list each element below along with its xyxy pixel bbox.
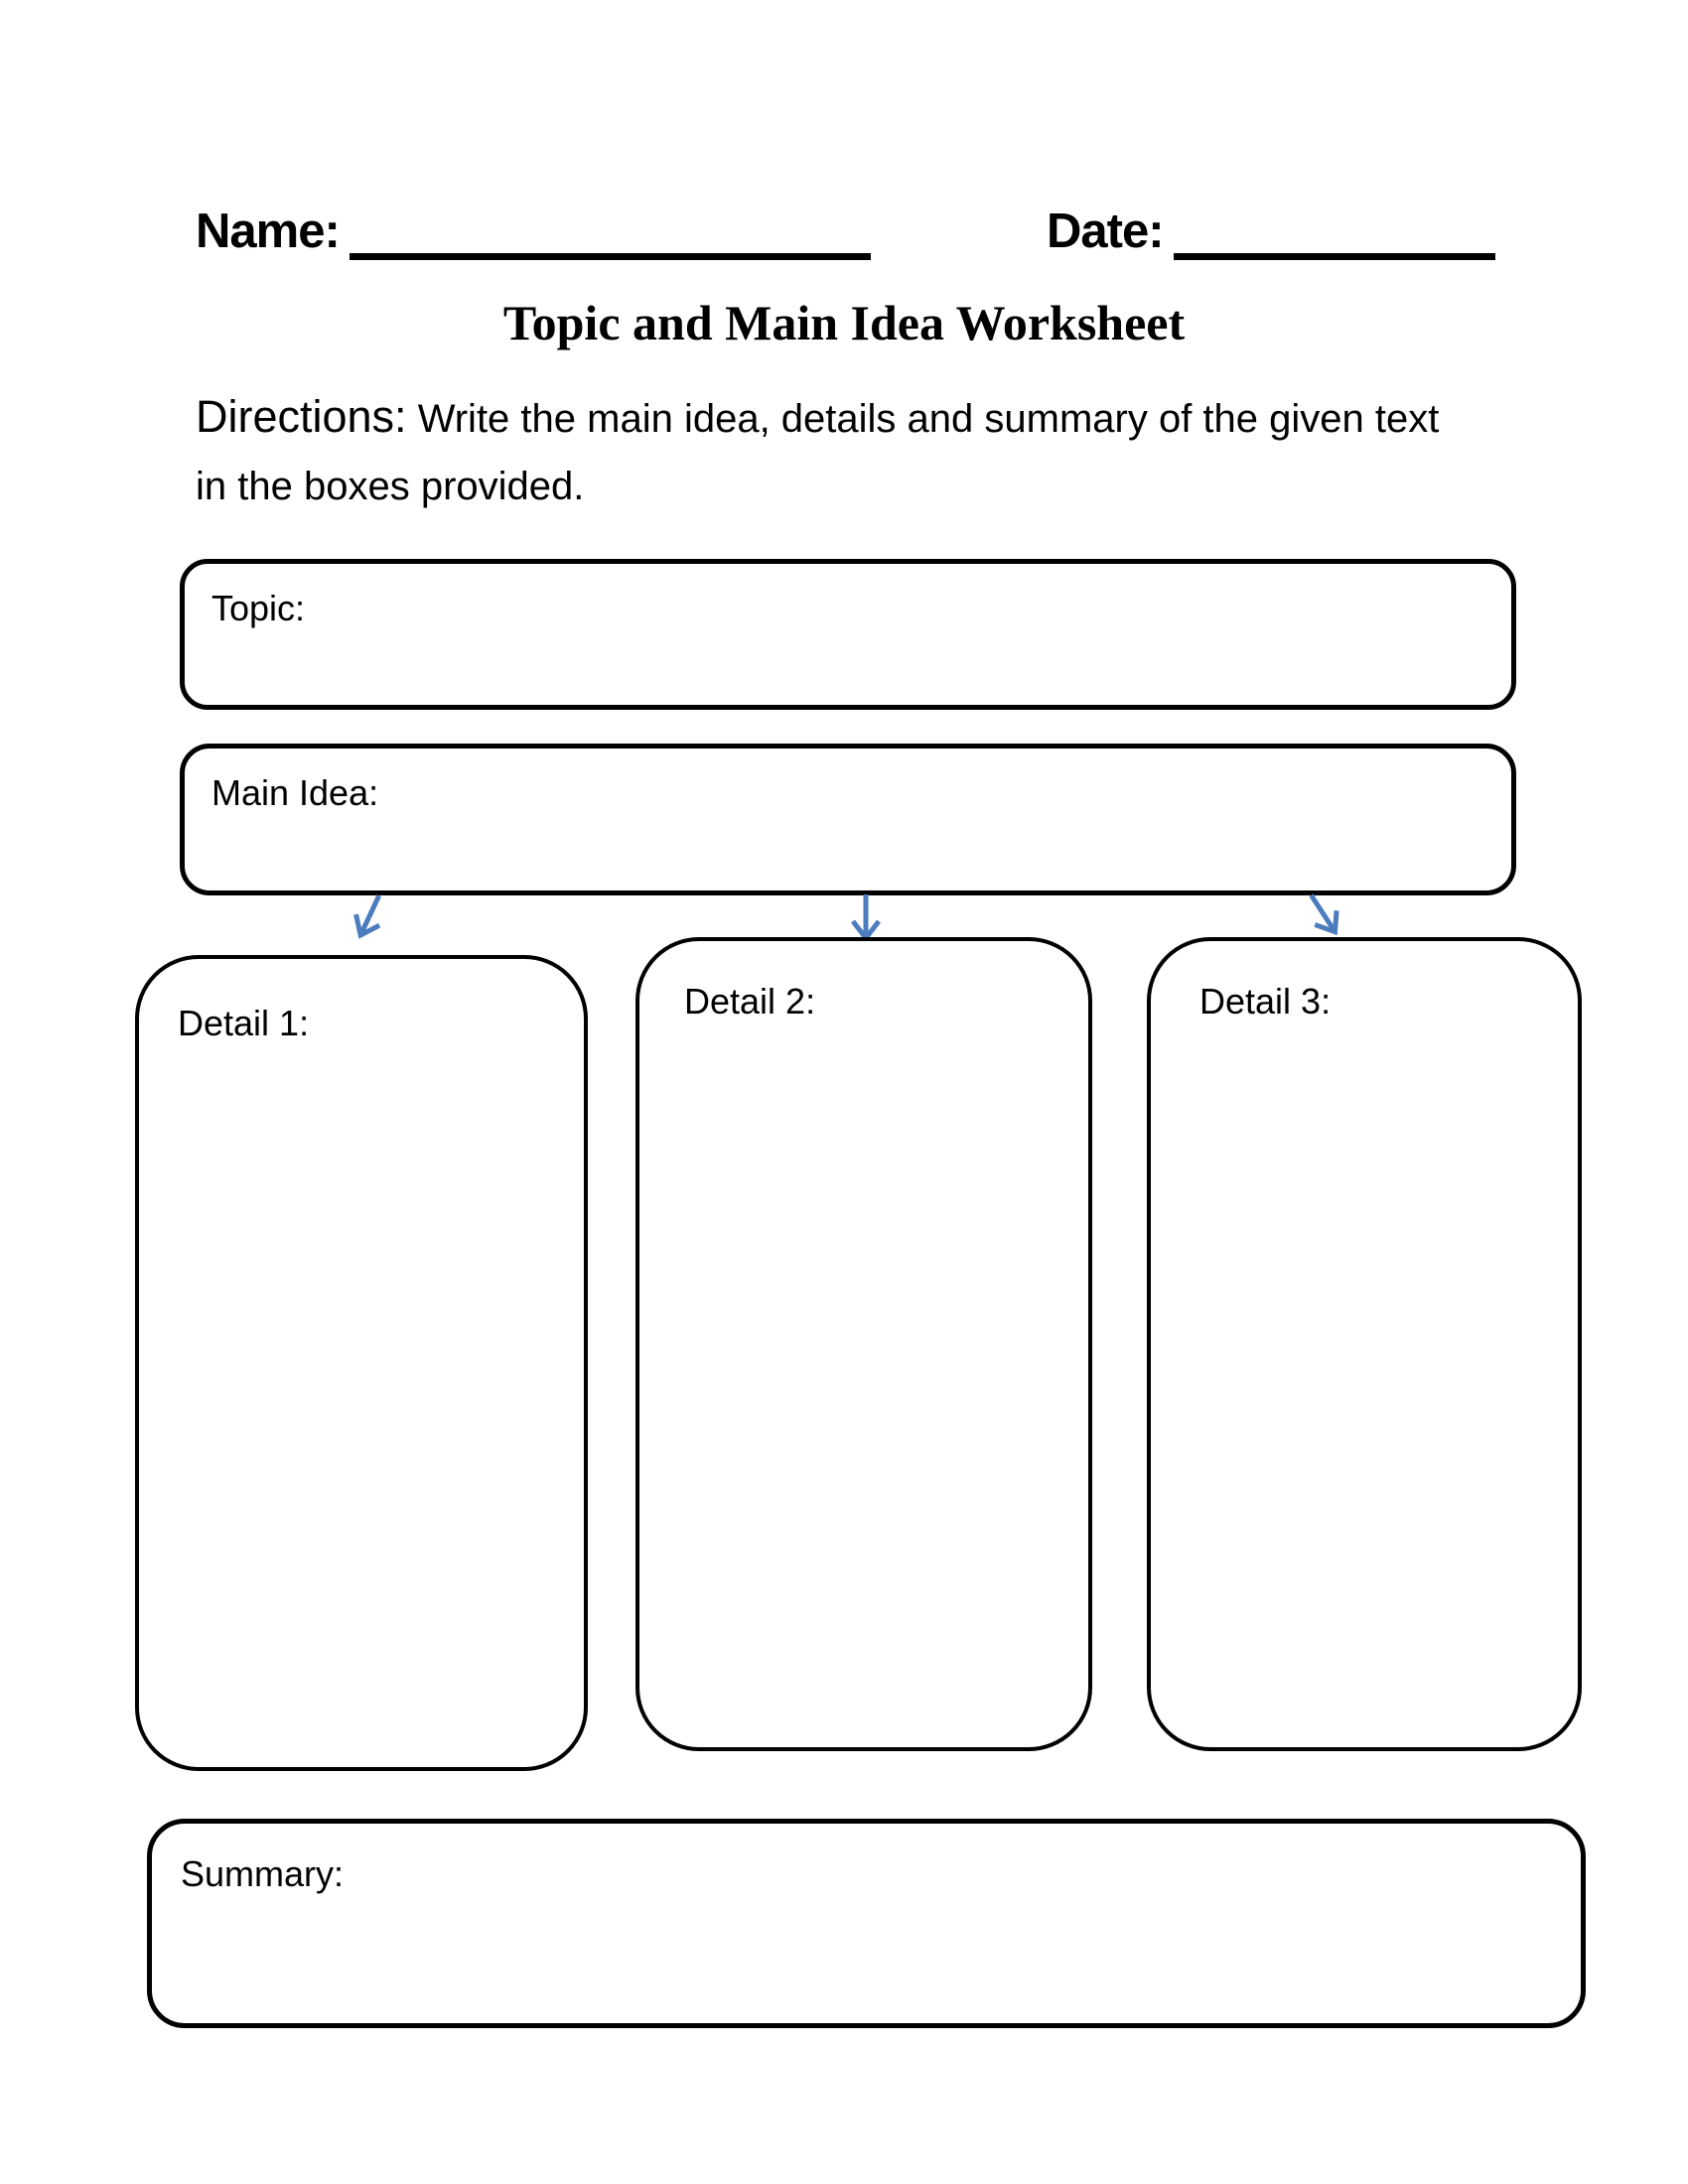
directions-text	[196, 383, 1546, 520]
name-blank-line	[350, 253, 871, 260]
arrow-down-icon	[841, 891, 891, 943]
topic-box	[180, 559, 1516, 710]
detail3-label: Detail 3:	[1199, 981, 1332, 1022]
detail3-box	[1147, 937, 1582, 1751]
main-idea-label: Main Idea:	[211, 772, 379, 813]
summary-label: Summary:	[181, 1853, 345, 1894]
detail2-box	[635, 937, 1092, 1751]
detail1-box	[135, 955, 588, 1771]
date-blank-line	[1174, 253, 1495, 260]
page-title: Topic and Main Idea Worksheet	[502, 295, 1186, 350]
name-label: Name:	[196, 205, 340, 258]
detail2-label: Detail 2:	[684, 981, 816, 1022]
summary-box	[147, 1819, 1586, 2028]
date-label: Date:	[1047, 205, 1164, 258]
detail1-label: Detail 1:	[178, 1003, 310, 1043]
directions-line1: Write the main idea, details and summary of the given text	[417, 397, 1440, 441]
directions-prefix: Directions:	[196, 391, 407, 442]
directions-line2: in the boxes provided.	[196, 465, 585, 508]
topic-label: Topic:	[211, 588, 306, 628]
main-idea-box	[180, 744, 1516, 895]
